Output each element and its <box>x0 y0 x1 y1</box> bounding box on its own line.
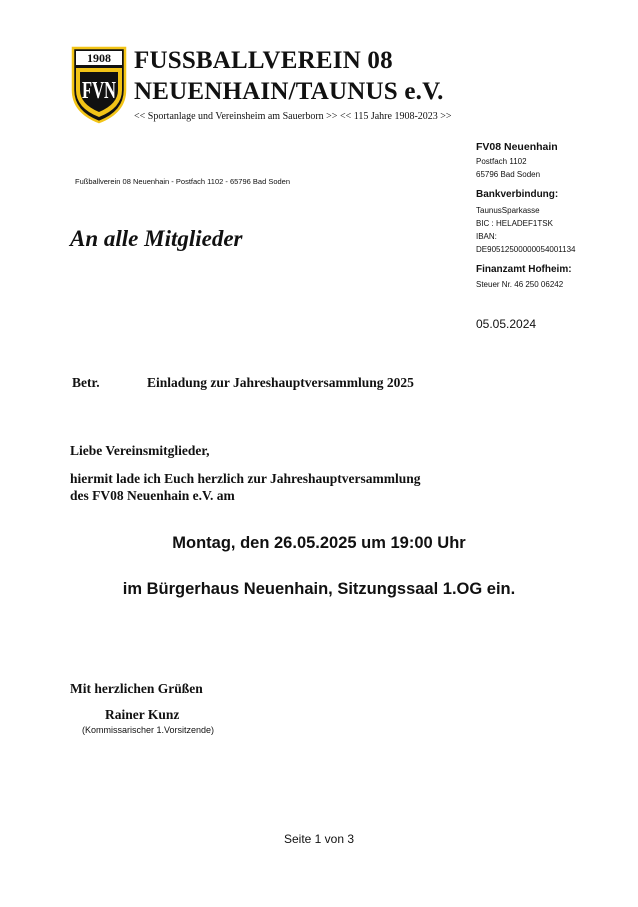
address-line2: 65796 Bad Soden <box>476 170 541 179</box>
bic: BIC : HELADEF1TSK <box>476 219 553 228</box>
recipient: An alle Mitglieder <box>70 226 243 251</box>
bank-name: TaunusSparkasse <box>476 206 540 215</box>
club-logo <box>70 46 128 124</box>
event-date: Montag, den 26.05.2025 um 19:00 Uhr <box>172 534 466 552</box>
iban: DE90512500000054001134 <box>476 245 576 254</box>
org-name: FV08 Neuenhain <box>476 141 558 153</box>
body-line2: des FV08 Neuenhain e.V. am <box>70 488 235 503</box>
club-name-line1: FUSSBALLVEREIN 08 <box>134 47 393 74</box>
sender-line: Fußballverein 08 Neuenhain - Postfach 1102 - 65796 Bad Soden <box>75 177 291 186</box>
club-name-line2: NEUENHAIN/TAUNUS e.V. <box>134 78 444 105</box>
letter-date: 05.05.2024 <box>476 317 537 331</box>
salutation: Liebe Vereinsmitglieder, <box>70 443 210 458</box>
signer-name: Rainer Kunz <box>105 707 180 722</box>
club-crest-icon <box>70 46 128 124</box>
event-location: im Bürgerhaus Neuenhain, Sitzungssaal 1.OG ein. <box>122 580 516 598</box>
tagline: << Sportanlage und Vereinsheim am Sauerborn >> << 115 Jahre 1908-2023 >> <box>134 111 452 122</box>
iban-label: IBAN: <box>476 232 497 241</box>
subject-label: Betr. <box>72 375 100 390</box>
page-number: Seite 1 von 3 <box>283 832 355 846</box>
signer-role: (Kommissarischer 1.Vorsitzende) <box>82 725 215 735</box>
subject-text: Einladung zur Jahreshauptversammlung 2025 <box>147 375 414 390</box>
closing-greeting: Mit herzlichen Grüßen <box>70 681 203 696</box>
body-line1: hiermit lade ich Euch herzlich zur Jahreshauptversammlung <box>70 471 421 486</box>
address-line1: Postfach 1102 <box>476 157 527 166</box>
logo-year: 1908 <box>87 51 111 65</box>
logo-letters: FVN <box>82 78 117 104</box>
tax-heading: Finanzamt Hofheim: <box>476 264 572 275</box>
tax-number: Steuer Nr. 46 250 06242 <box>476 280 564 289</box>
bank-heading: Bankverbindung: <box>476 189 559 200</box>
